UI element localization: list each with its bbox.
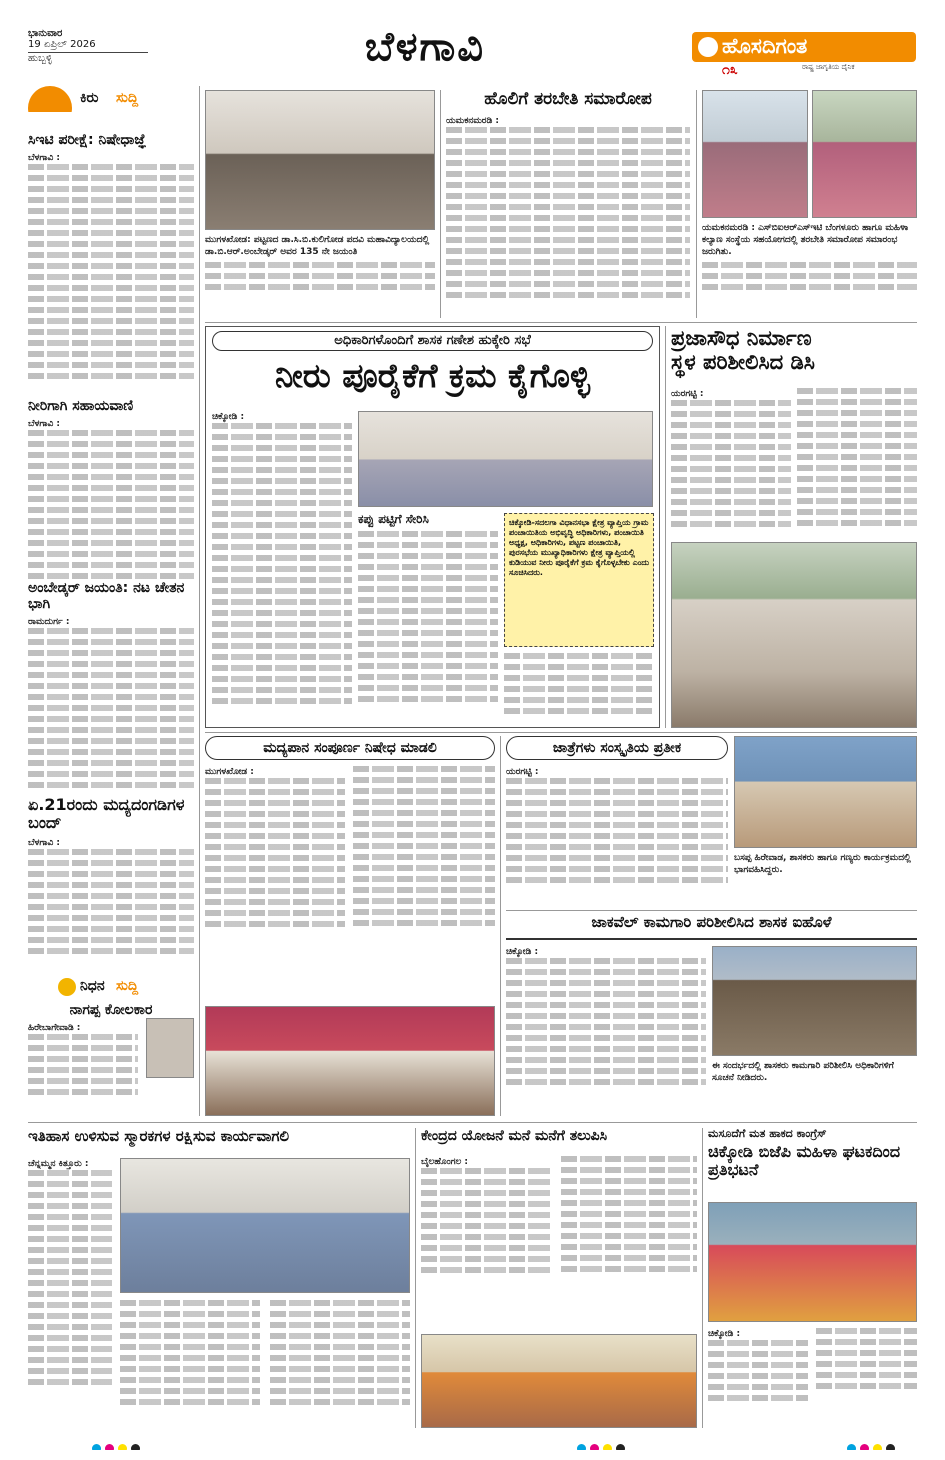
article-lead: ಯರಗಟ್ಟಿ : bbox=[671, 389, 704, 399]
caption-lead: ಯಮಕನಮರಡಿ : bbox=[702, 223, 755, 233]
edition-city: ಹುಬ್ಬಳ್ಳಿ bbox=[28, 53, 53, 64]
lamp-icon bbox=[58, 978, 76, 996]
obituary-photo bbox=[146, 1018, 194, 1078]
hand-icon bbox=[28, 86, 72, 112]
photo-caption: ಎಸ್‌ಬಿಐಆರ್‌ಎಸ್‌ಇಟಿ ಬೆಂಗಳೂರು ಹಾಗೂ ಮಹಿಳಾ ಕಲ್ಯಾಣ ಸಂಸ್ಥೆಯ ಸಹಯೋಗದಲ್ಲಿ ತರಬೇತಿ ಸಮಾರೋಪ ಸಮಾರಂಭ ಜರುಗಿತು. bbox=[702, 223, 909, 257]
kiru-suddi-column bbox=[28, 86, 194, 1116]
kiru-item-title: ನೀರಿಗಾಗಿ ಸಹಾಯವಾಣಿ bbox=[28, 398, 134, 414]
masthead bbox=[0, 0, 945, 82]
article-lead: ಯಮಕನಮರಡಿ : bbox=[446, 115, 499, 126]
tarabeti-photo-story bbox=[702, 90, 917, 318]
paper-name: ಹೊಸದಿಗಂತ bbox=[722, 34, 808, 58]
lamp-icon bbox=[698, 37, 718, 57]
main-headline: ನೀರು ಪೂರೈಕೆಗೆ ಕ್ರಮ ಕೈಗೊಳ್ಳಿ bbox=[274, 357, 591, 395]
article-lead: ಚಿಕ್ಕೋಡಿ : bbox=[708, 1329, 741, 1339]
article-headline: ಜಾಕವೆಲ್ ಕಾಮಗಾರಿ ಪರಿಶೀಲಿಸಿದ ಶಾಸಕ ಐಹೊಳೆ bbox=[506, 914, 917, 940]
main-col1 bbox=[212, 411, 352, 723]
article-headline: ಕೇಂದ್ರದ ಯೋಜನೆ ಮನೆ ಮನೆಗೆ ತಲುಪಿಸಿ bbox=[421, 1128, 608, 1144]
article-lead: ಚಿಕ್ಕೋಡಿ : bbox=[212, 412, 245, 422]
kiru-item-lead: ಬೆಳಗಾವಿ : bbox=[28, 837, 60, 848]
event-photo bbox=[205, 90, 435, 230]
article-headline: ಮದ್ಯಪಾನ ಸಂಪೂರ್ಣ ನಿಷೇಧ ಮಾಡಲಿ bbox=[263, 740, 437, 756]
jackwell-photo bbox=[712, 946, 917, 1056]
obituary-lead: ಹಿರೇಬಾಗೇವಾಡಿ : bbox=[28, 1023, 81, 1034]
main-kicker: ಅಧಿಕಾರಿಗಳೊಂದಿಗೆ ಶಾಸಕ ಗಣೇಶ ಹುಕ್ಕೇರಿ ಸಭೆ bbox=[334, 333, 531, 348]
group-photo bbox=[702, 90, 808, 218]
print-registration-marks bbox=[0, 1434, 945, 1454]
kiru-item-lead: ಬೆಳಗಾವಿ : bbox=[28, 153, 60, 164]
kendra-yojane-article bbox=[421, 1128, 697, 1428]
article-lead: ಚಿಕ್ಕೋಡಿ : bbox=[506, 947, 539, 957]
highlight-text: ಚಿಕ್ಕೋಡಿ-ಸದಲಗಾ ವಿಧಾನಸಭಾ ಕ್ಷೇತ್ರ ವ್ಯಾಪ್ತಿಯ ಗ್ರಾಮ ಪಂಚಾಯಿತಿಯ ಅಭಿವೃದ್ಧಿ ಅಧಿಕಾರಿಗಳು, ಪಂಚಾಯಿತಿ ಅಧ್ಯಕ್ಷ, ಅಧಿಕಾರಿಗಳು, ಪಟ್ಟಣ ಪಂಚಾಯಿತಿ, ಪುರಸಭೆಯ ಮುಖ್ಯಾಧಿಕಾರಿಗಳು ಕ್ಷೇತ್ರ ವ್ಯಾಪ್ತಿಯಲ್ಲಿ ಕುಡಿಯುವ ನೀರು ಪೂರೈಕೆಗೆ ಕ್ರಮ ಕೈಗೊಳ್ಳಬೇಕು ಎಂದು ಸೂಚಿಸಿದರು. bbox=[509, 518, 649, 577]
section-title: ಬೆಳಗಾವಿ bbox=[364, 24, 486, 70]
kiru-label: ಕಿರು bbox=[80, 90, 99, 106]
page-number: ೧೩ bbox=[722, 62, 738, 78]
kiru-item-title: ಸಿಇಟಿ ಪರೀಕ್ಷೆ: ನಿಷೇಧಾಜ್ಞೆ bbox=[28, 132, 147, 148]
article-lead: ಚೆನ್ನಮ್ಮನ ಕಿತ್ತೂರು : bbox=[28, 1159, 89, 1169]
article-headline-2: ಸ್ಥಳ ಪರಿಶೀಲಿಸಿದ ಡಿಸಿ bbox=[671, 350, 815, 375]
site-inspection-photo bbox=[671, 542, 917, 728]
article-lead: ಯರಗಟ್ಟಿ : bbox=[506, 767, 539, 777]
program-photo bbox=[421, 1334, 697, 1428]
kiru-item-lead: ರಾಮದುರ್ಗ : bbox=[28, 617, 70, 628]
main-col2 bbox=[358, 513, 498, 725]
issue-date: 19 ಏಪ್ರಿಲ್ 2026 bbox=[28, 39, 148, 53]
kiru-label-accent: ಸುದ್ದಿ bbox=[116, 90, 139, 106]
holige-tarabeti-article bbox=[446, 90, 690, 318]
sub-box-title: ಕಪ್ಪು ಪಟ್ಟಿಗೆ ಸೇರಿಸಿ bbox=[358, 513, 429, 526]
photo-caption: ಈ ಸಂದರ್ಭದಲ್ಲಿ ಶಾಸಕರು ಕಾಮಗಾರಿ ಪರಿಶೀಲಿಸಿ ಅಧಿಕಾರಿಗಳಿಗೆ ಸೂಚನೆ ನೀಡಿದರು. bbox=[712, 1061, 894, 1083]
main-story bbox=[205, 326, 660, 728]
jatre-photo bbox=[734, 736, 917, 848]
article-kicker: ಮಸೂದೆಗೆ ಮತ ಹಾಕದ ಕಾಂಗ್ರೆಸ್ bbox=[708, 1128, 827, 1140]
meeting-photo bbox=[358, 411, 653, 507]
nidhana-label-accent: ಸುದ್ದಿ bbox=[116, 978, 139, 994]
prajasoudha-article bbox=[671, 326, 917, 728]
kiru-item bbox=[28, 796, 194, 966]
nidhana-suddi bbox=[28, 976, 194, 1116]
itihasa-article bbox=[28, 1128, 410, 1428]
stage-photo bbox=[205, 1006, 495, 1116]
kiru-item bbox=[28, 132, 194, 382]
jatre-article bbox=[506, 736, 917, 906]
nidhana-label: ನಿಧನ bbox=[80, 978, 105, 994]
group-photo bbox=[812, 90, 917, 218]
kiru-item-title: ಅಂಬೇಡ್ಕರ್ ಜಯಂತಿ: ನಟ ಚೇತನ ಭಾಗಿ bbox=[28, 580, 185, 613]
main-col3 bbox=[504, 653, 654, 723]
article-headline: ಪ್ರಜಾಸೌಧ ನಿರ್ಮಾಣ bbox=[671, 326, 812, 350]
photo-caption: ಬಸಪ್ಪ ಹಿರೇವಾಡ, ಶಾಸಕರು ಹಾಗೂ ಗಣ್ಯರು ಕಾರ್ಯಕ್ರಮದಲ್ಲಿ ಭಾಗವಹಿಸಿದ್ದರು. bbox=[734, 853, 911, 875]
article-lead: ಬೈಲಹೊಂಗಲ : bbox=[421, 1157, 469, 1167]
madyapana-article bbox=[205, 736, 495, 1116]
article-headline: ಹೊಲಿಗೆ ತರಬೇತಿ ಸಮಾರೋಪ bbox=[484, 90, 652, 109]
kiru-item bbox=[28, 580, 194, 795]
mahila-protest-article bbox=[708, 1128, 917, 1428]
highlight-box bbox=[504, 513, 654, 647]
ambedkar-jayanti-article bbox=[205, 90, 435, 318]
obituary-name: ನಾಗಪ್ಪ ಕೋಲಕಾರ bbox=[69, 1002, 153, 1018]
issue-day: ಭಾನುವಾರ bbox=[28, 28, 63, 39]
kiru-header bbox=[28, 86, 194, 112]
main-kicker-band bbox=[212, 331, 653, 351]
paper-logo bbox=[692, 32, 916, 78]
jackwell-article bbox=[506, 914, 917, 1116]
kiru-item-lead: ಬೆಳಗಾವಿ : bbox=[28, 419, 60, 430]
memorial-photo bbox=[120, 1158, 410, 1293]
protest-photo bbox=[708, 1202, 917, 1322]
paper-tagline: ರಾಷ್ಟ್ರ ಜಾಗೃತಿಯ ದೈನಿಕ bbox=[802, 63, 855, 71]
caption-lead: ಮುಗಳಖೋಡ: bbox=[205, 235, 251, 245]
article-headline: ಇತಿಹಾಸ ಉಳಿಸುವ ಸ್ಮಾರಕಗಳ ರಕ್ಷಿಸುವ ಕಾರ್ಯವಾಗಲಿ bbox=[28, 1128, 290, 1145]
kiru-item bbox=[28, 398, 194, 588]
article-headline: ಜಾತ್ರೆಗಳು ಸಂಸ್ಕೃತಿಯ ಪ್ರತೀಕ bbox=[552, 740, 682, 756]
article-headline: ಚಿಕ್ಕೋಡಿ ಬಿಜೆಪಿ ಮಹಿಳಾ ಘಟಕದಿಂದ ಪ್ರತಿಭಟನೆ bbox=[708, 1141, 901, 1180]
photo-caption: ಪಟ್ಟಣದ ಡಾ.ಸಿ.ಬಿ.ಕುಲಿಗೋಡ ಪದವಿ ಮಹಾವಿದ್ಯಾಲಯದಲ್ಲಿ ಡಾ.ಬಿ.ಆರ್.ಅಂಬೇಡ್ಕರ್ ಅವರ 135 ನೇ ಜಯಂತಿ bbox=[205, 235, 430, 257]
kiru-item-title: ಏ.21ರಂದು ಮದ್ಯದಂಗಡಿಗಳ ಬಂದ್ bbox=[28, 796, 185, 833]
article-lead: ಮುಗಳಖೋಡ : bbox=[205, 767, 254, 777]
